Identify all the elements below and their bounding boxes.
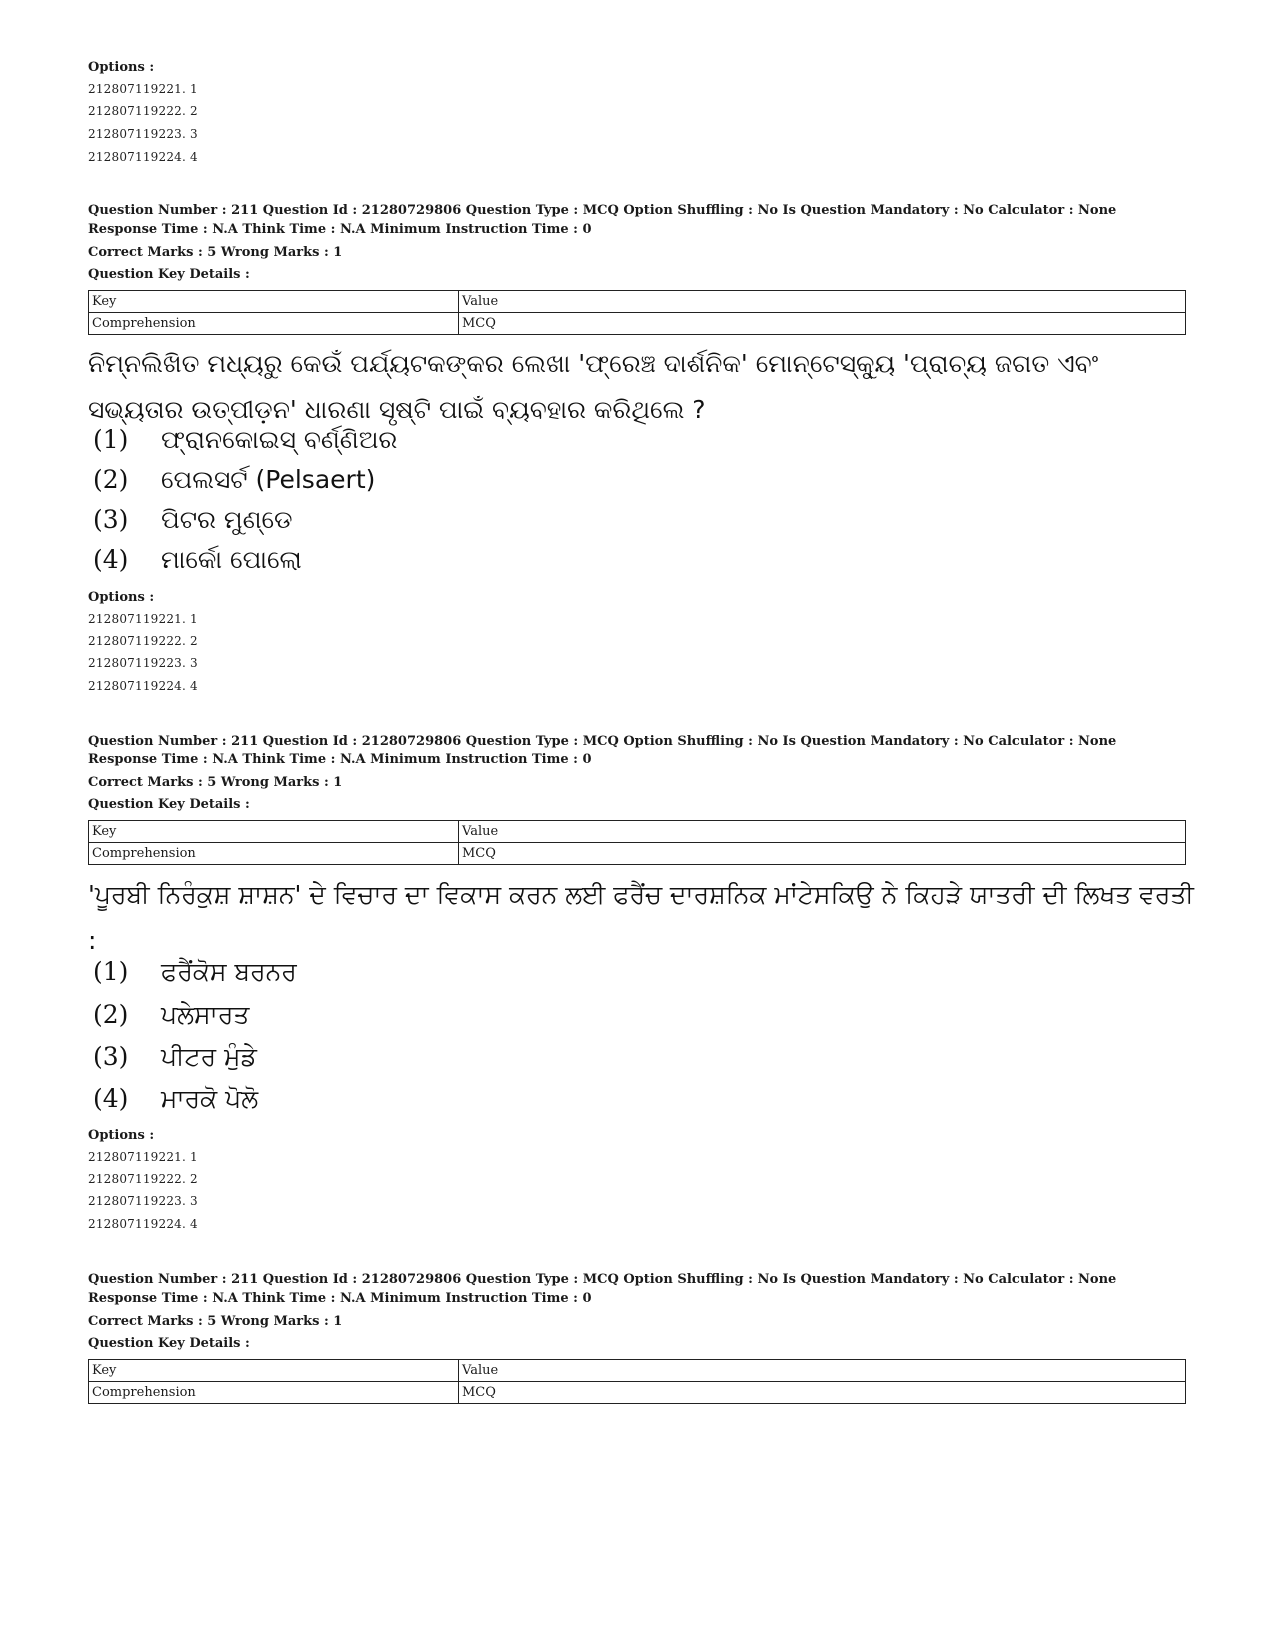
- option-row: 212807119222. 2: [88, 104, 198, 118]
- choice-number: (1): [93, 425, 129, 454]
- option-row: 212807119221. 1: [88, 1150, 198, 1164]
- table-cell: Value: [459, 1360, 1186, 1382]
- choice-number: (2): [93, 1000, 129, 1029]
- table-row: [89, 313, 1186, 335]
- table-cell: Comprehension: [89, 843, 459, 865]
- question-key-table: [88, 820, 1186, 865]
- option-row: 212807119223. 3: [88, 656, 198, 670]
- choice-text: ਫਰੈਂਕੋਸ ਬਰਨਰ: [161, 957, 297, 986]
- table-row: [89, 1382, 1186, 1404]
- marks-line: Correct Marks : 5 Wrong Marks : 1: [88, 1314, 343, 1329]
- table-cell: MCQ: [459, 1382, 1186, 1404]
- option-row: 212807119222. 2: [88, 1172, 198, 1186]
- choice-number: (3): [93, 1042, 129, 1071]
- table-header-row: [89, 1360, 1186, 1382]
- question-key-table: [88, 290, 1186, 335]
- table-header-row: [89, 291, 1186, 313]
- choice-number: (4): [93, 545, 129, 574]
- choice-text: ਪਲੇਸਾਰਤ: [161, 1000, 250, 1029]
- option-row: 212807119224. 4: [88, 1217, 198, 1231]
- table-row: [89, 843, 1186, 865]
- marks-line: Correct Marks : 5 Wrong Marks : 1: [88, 775, 343, 790]
- response-time-line: Response Time : N.A Think Time : N.A Minimum Instruction Time : 0: [88, 1291, 592, 1306]
- question-meta-line: Question Number : 211 Question Id : 21280729806 Question Type : MCQ Option Shuffling : No Is Question Mandatory : No Calculator : None: [88, 1272, 1117, 1287]
- table-cell: MCQ: [459, 843, 1186, 865]
- option-row: 212807119221. 1: [88, 612, 198, 626]
- table-header-row: [89, 821, 1186, 843]
- choice-text: ପିଟର ମୁଣ୍ଡେ: [161, 505, 293, 534]
- choice-text: ਪੀਟਰ ਮੁੰਡੇ: [161, 1042, 257, 1071]
- answer-choice: [88, 1000, 249, 1030]
- key-details-label: Question Key Details :: [88, 1336, 250, 1351]
- question-key-table: [88, 1359, 1186, 1404]
- choice-number: (4): [93, 1084, 129, 1113]
- option-row: 212807119224. 4: [88, 679, 198, 693]
- response-time-line: Response Time : N.A Think Time : N.A Minimum Instruction Time : 0: [88, 752, 592, 767]
- answer-choice: [88, 505, 293, 535]
- question-meta-line: Question Number : 211 Question Id : 21280729806 Question Type : MCQ Option Shuffling : No Is Question Mandatory : No Calculator : None: [88, 734, 1117, 749]
- choice-text: ଫ୍ରାନକୋଇସ୍ ବର୍ଣ୍ଣିଅର: [161, 425, 398, 454]
- options-label: Options :: [88, 1128, 155, 1143]
- options-label: Options :: [88, 590, 155, 605]
- answer-choice: [88, 957, 297, 987]
- choice-text: ପେଲସର୍ଟ (Pelsaert): [161, 465, 376, 494]
- answer-choice: [88, 465, 375, 495]
- option-row: 212807119224. 4: [88, 150, 198, 164]
- marks-line: Correct Marks : 5 Wrong Marks : 1: [88, 245, 343, 260]
- option-row: 212807119221. 1: [88, 82, 198, 96]
- answer-choice: [88, 425, 397, 455]
- choice-number: (2): [93, 465, 129, 494]
- table-cell: Comprehension: [89, 1382, 459, 1404]
- table-cell: Key: [89, 1360, 459, 1382]
- options-label: Options :: [88, 60, 155, 75]
- key-details-label: Question Key Details :: [88, 797, 250, 812]
- table-cell: Value: [459, 821, 1186, 843]
- response-time-line: Response Time : N.A Think Time : N.A Minimum Instruction Time : 0: [88, 222, 592, 237]
- choice-number: (3): [93, 505, 129, 534]
- table-cell: Key: [89, 291, 459, 313]
- choice-number: (1): [93, 957, 129, 986]
- table-cell: MCQ: [459, 313, 1186, 335]
- table-cell: Value: [459, 291, 1186, 313]
- option-row: 212807119223. 3: [88, 1194, 198, 1208]
- table-cell: Key: [89, 821, 459, 843]
- answer-choice: [88, 1042, 257, 1072]
- table-cell: Comprehension: [89, 313, 459, 335]
- option-row: 212807119223. 3: [88, 127, 198, 141]
- option-row: 212807119222. 2: [88, 634, 198, 648]
- choice-text: ମାର୍କୋ ପୋଲୋ: [161, 545, 302, 574]
- question-meta-line: Question Number : 211 Question Id : 21280729806 Question Type : MCQ Option Shuffling : No Is Question Mandatory : No Calculator : None: [88, 203, 1117, 218]
- question-text: 'ਪੂਰਬੀ ਨਿਰੰਕੁਸ਼ ਸ਼ਾਸ਼ਨ' ਦੇ ਵਿਚਾਰ ਦਾ ਵਿਕਾਸ ਕਰਨ ਲਈ ਫਰੈਂਚ ਦਾਰਸ਼ਨਿਕ ਮਾਂਟੇਸਕਿਉ ਨੇ ਕਿਹੜੇ ਯਾਤਰੀ ਦੀ ਲਿਖਤ ਵਰਤੀ :: [88, 880, 1194, 955]
- choice-text: ਮਾਰਕੋ ਪੋਲੋ: [161, 1084, 259, 1113]
- answer-choice: [88, 545, 302, 575]
- key-details-label: Question Key Details :: [88, 267, 250, 282]
- answer-choice: [88, 1084, 258, 1114]
- question-text: ନିମ୍ନଲିଖିତ ମଧ୍ୟରୁ କେଉଁ ପର୍ଯ୍ୟଟକଙ୍କର ଲେଖା 'ଫ୍ରେଞ୍ଚ ଦାର୍ଶନିକ' ମୋନ୍ଟେସ୍କ୍ୟୁ 'ପ୍ରାଚ୍ୟ ଜଗତ ଏବଂ ସଭ୍ୟତାର ଉତ୍ପୀଡ଼ନ' ଧାରଣା ସୃଷ୍ଟି ପାଇଁ ବ୍ୟବହାର କରିଥିଲେ ?: [88, 349, 1099, 424]
